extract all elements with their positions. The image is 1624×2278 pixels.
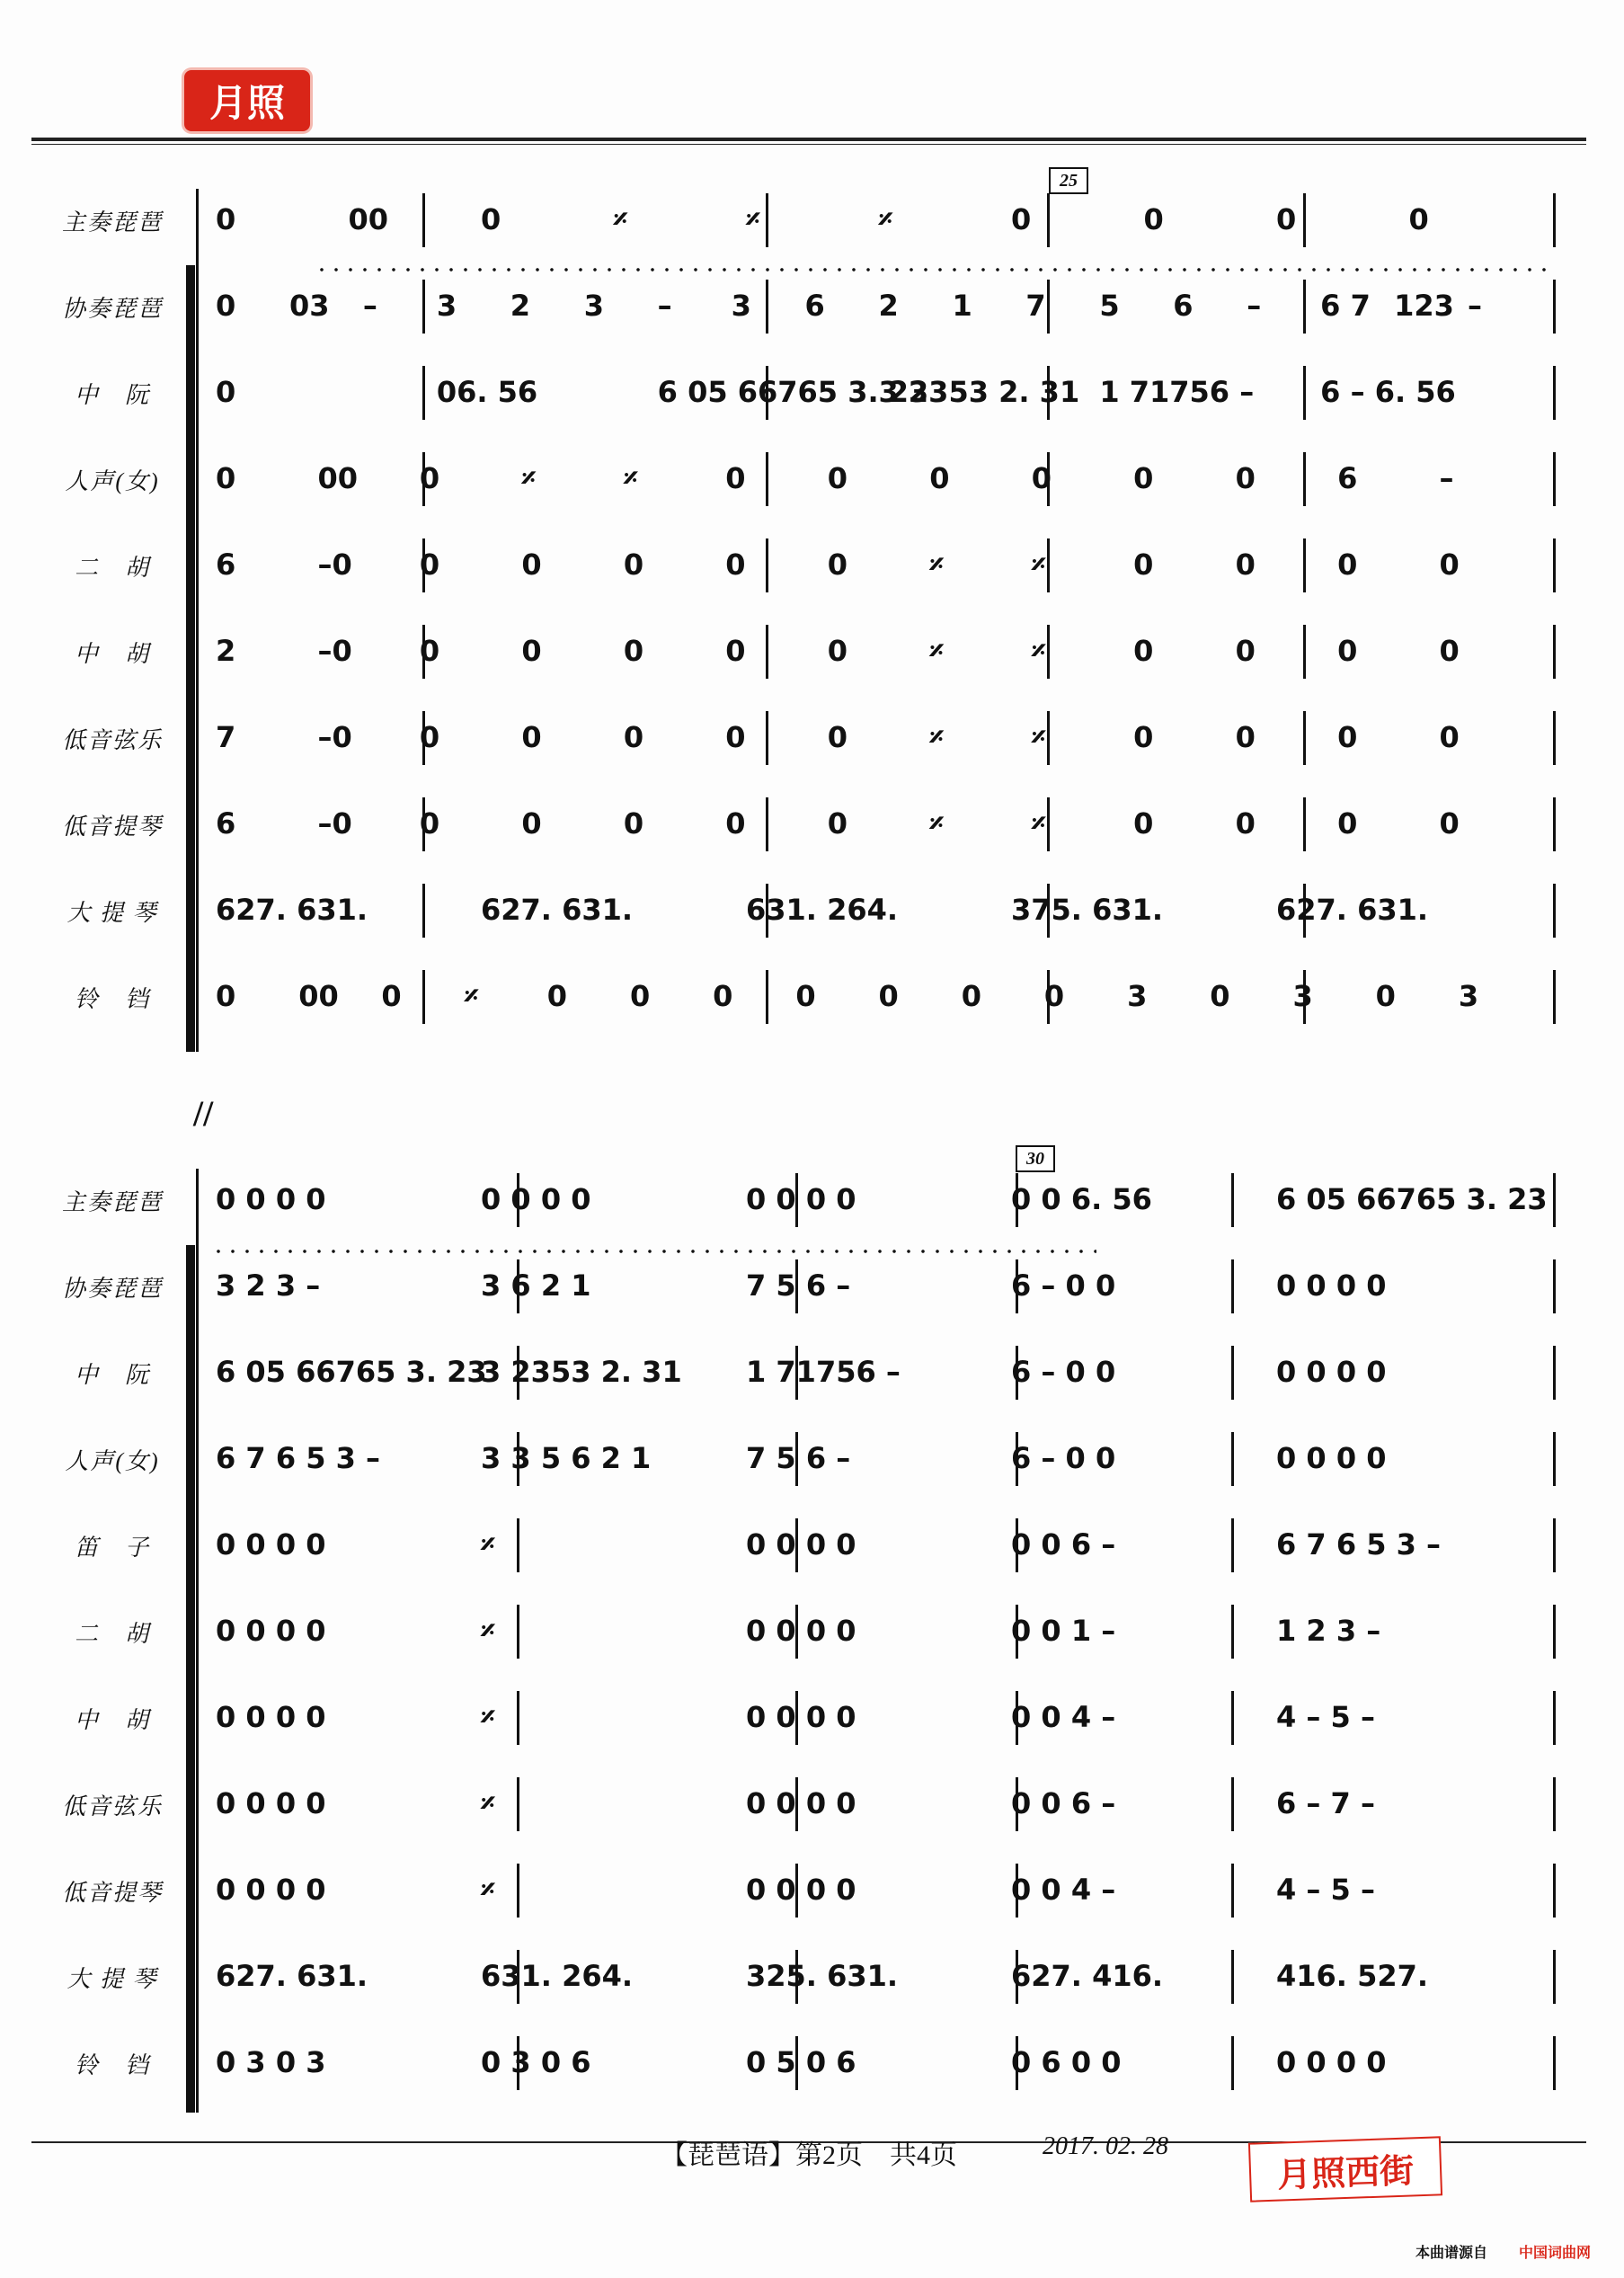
instrument-label: 大 提 琴 xyxy=(67,1966,158,1992)
note-group: 0 xyxy=(216,461,236,495)
note-group: 0 xyxy=(795,979,816,1013)
credit-source: 本曲谱源自 xyxy=(1415,2244,1488,2261)
barline xyxy=(517,1605,519,1659)
note-group: 0 xyxy=(419,634,440,668)
note-group: 6 – 0 0 xyxy=(1011,1355,1116,1389)
note-group: 0 0 0 0 xyxy=(1276,1441,1387,1475)
note-group: – xyxy=(362,289,377,323)
barline xyxy=(1047,538,1050,592)
note-group: 0 xyxy=(216,375,236,409)
instrument-label: 二 胡 xyxy=(74,555,150,581)
barline xyxy=(766,280,768,334)
measure-repeat-sign: 𝄎 xyxy=(481,1786,495,1820)
note-group: 0 0 0 0 xyxy=(746,1527,856,1562)
barline xyxy=(766,711,768,765)
measure-repeat-sign: 𝄎 xyxy=(481,1700,495,1734)
note-group: 0 xyxy=(623,634,644,668)
note-group: 0 0 0 0 xyxy=(216,1786,326,1820)
credit-site: 中国词曲网 xyxy=(1519,2244,1592,2261)
note-group: 375. 631. xyxy=(1011,893,1164,927)
barline xyxy=(1553,1950,1556,2004)
barline xyxy=(1553,538,1556,592)
note-group: 2 xyxy=(510,289,531,323)
note-group: 3 2 3 – xyxy=(216,1268,321,1303)
instrument-label: 低音提琴 xyxy=(61,814,163,840)
instrument-label: 协奏琵琶 xyxy=(61,296,163,322)
note-group: 631. 264. xyxy=(481,1959,634,1993)
note-group: 3 xyxy=(436,289,457,323)
note-group: 0 xyxy=(419,461,440,495)
note-group: 6 7 xyxy=(1320,289,1371,323)
measure-number-25: 25 xyxy=(1049,167,1088,194)
barline xyxy=(1553,193,1556,247)
note-group: –0 xyxy=(317,634,352,668)
note-group: 0 xyxy=(1408,202,1429,236)
barline xyxy=(1303,280,1306,334)
note-group: 6 xyxy=(804,289,825,323)
barline xyxy=(1553,2036,1556,2090)
barline xyxy=(517,1777,519,1831)
instrument-label: 低音弦乐 xyxy=(61,727,163,753)
note-group: 0 xyxy=(1235,720,1256,754)
barline xyxy=(1231,1259,1234,1313)
instrument-label: 中 胡 xyxy=(74,1707,150,1733)
note-group: 0 xyxy=(546,979,568,1013)
note-group: – xyxy=(1247,289,1262,323)
instrument-label: 中 阮 xyxy=(74,382,150,408)
barline xyxy=(1553,1691,1556,1745)
measure-repeat-sign: 𝄎 xyxy=(746,202,760,236)
note-group: 0 xyxy=(521,806,542,841)
barline xyxy=(1231,1777,1234,1831)
note-group: 2 xyxy=(216,634,236,668)
instrument-label: 中 阮 xyxy=(74,1362,150,1388)
note-group: 0 xyxy=(827,720,848,754)
note-group: 1 xyxy=(952,289,972,323)
instrument-label: 二 胡 xyxy=(74,1621,150,1647)
measure-repeat-sign: 𝄎 xyxy=(929,547,944,582)
logo-stamp: 月照 xyxy=(184,70,310,131)
note-group: 0 xyxy=(827,461,848,495)
note-group: –0 xyxy=(317,720,352,754)
note-group: 0 6 0 0 xyxy=(1011,2045,1122,2079)
barline xyxy=(1553,1518,1556,1572)
instrument-label: 中 胡 xyxy=(74,641,150,667)
note-group: 0 xyxy=(1439,720,1460,754)
note-group: 6 7 6 5 3 – xyxy=(1276,1527,1442,1562)
barline xyxy=(517,1518,519,1572)
note-group: 3 2353 2. 31 xyxy=(878,375,1080,409)
note-group: 3 xyxy=(583,289,604,323)
note-group: 00 xyxy=(348,202,389,236)
note-group: 6 xyxy=(216,806,236,841)
note-group: 631. 264. xyxy=(746,893,899,927)
instrument-label: 主奏琵琶 xyxy=(61,209,163,236)
note-group: 0 xyxy=(1439,634,1460,668)
note-group: 0 xyxy=(623,806,644,841)
barline xyxy=(1231,1691,1234,1745)
barline xyxy=(1047,797,1050,851)
barline xyxy=(1231,1173,1234,1227)
note-group: 0 xyxy=(1133,634,1154,668)
note-group: 0 xyxy=(1337,720,1358,754)
measure-repeat-sign: 𝄎 xyxy=(623,461,638,495)
note-group: 1 2 3 – xyxy=(1276,1614,1381,1648)
instrument-label: 低音弦乐 xyxy=(61,1793,163,1820)
note-group: 6 – 0 0 xyxy=(1011,1268,1116,1303)
barline xyxy=(1553,366,1556,420)
barline xyxy=(1303,538,1306,592)
measure-repeat-sign: 𝄎 xyxy=(1031,806,1046,841)
note-group: –0 xyxy=(317,806,352,841)
note-group: 0 xyxy=(1337,634,1358,668)
note-group: 0 xyxy=(1133,461,1154,495)
measure-repeat-sign: 𝄎 xyxy=(929,806,944,841)
barline xyxy=(1231,1432,1234,1486)
instrument-label: 低音提琴 xyxy=(61,1880,163,1906)
barline xyxy=(1303,625,1306,679)
note-group: 6 – 0 0 xyxy=(1011,1441,1116,1475)
note-group: 0 xyxy=(725,634,746,668)
note-group: 0 xyxy=(725,720,746,754)
note-group: 0 0 6 – xyxy=(1011,1786,1116,1820)
note-group: 0 xyxy=(1337,806,1358,841)
note-group: 0 xyxy=(521,634,542,668)
note-group: 0 xyxy=(725,547,746,582)
note-group: 0 0 0 0 xyxy=(1276,2045,1387,2079)
note-group: 6 7 6 5 3 – xyxy=(216,1441,381,1475)
barline xyxy=(1553,1432,1556,1486)
note-group: 7 5 6 – xyxy=(746,1441,851,1475)
note-group: 0 xyxy=(1011,202,1032,236)
note-group: 0 0 0 0 xyxy=(746,1182,856,1216)
note-group: 0 xyxy=(1235,461,1256,495)
note-group: 0 xyxy=(1143,202,1164,236)
note-group: – xyxy=(657,289,672,323)
measure-repeat-sign: 𝄎 xyxy=(464,979,478,1013)
note-group: 0 xyxy=(481,202,501,236)
barline xyxy=(1303,366,1306,420)
note-group: 7 5 6 – xyxy=(746,1268,851,1303)
tremolo-dots xyxy=(211,1250,1096,1253)
note-group: 5 xyxy=(1099,289,1120,323)
note-group: 0 xyxy=(1439,806,1460,841)
note-group: 0 0 6. 56 xyxy=(1011,1182,1152,1216)
barline xyxy=(1047,711,1050,765)
barline xyxy=(422,366,425,420)
barline xyxy=(1231,2036,1234,2090)
barline xyxy=(1231,1346,1234,1400)
note-group: 7 xyxy=(1025,289,1046,323)
barline xyxy=(1553,1605,1556,1659)
barline xyxy=(766,625,768,679)
note-group: 0 xyxy=(1133,806,1154,841)
note-group: 0 xyxy=(623,547,644,582)
note-group: 0 3 0 3 xyxy=(216,2045,326,2079)
note-group: 0 xyxy=(725,461,746,495)
note-group: 0 0 0 0 xyxy=(216,1614,326,1648)
barline xyxy=(422,884,425,938)
note-group: 0 xyxy=(1276,202,1297,236)
note-group: 0 0 1 – xyxy=(1011,1614,1116,1648)
barline xyxy=(1047,625,1050,679)
instrument-label: 大 提 琴 xyxy=(67,900,158,926)
note-group: 0 0 0 0 xyxy=(746,1786,856,1820)
barline xyxy=(517,1691,519,1745)
note-group: 0 0 0 0 xyxy=(481,1182,591,1216)
barline xyxy=(1047,280,1050,334)
note-group: 0 0 4 – xyxy=(1011,1700,1116,1734)
note-group: 627. 416. xyxy=(1011,1959,1164,1993)
barline xyxy=(1231,1518,1234,1572)
note-group: 0 5 0 6 xyxy=(746,2045,856,2079)
note-group: 0 xyxy=(878,979,899,1013)
barline xyxy=(766,538,768,592)
note-group: 0 xyxy=(216,979,236,1013)
note-group: 00 xyxy=(317,461,358,495)
measure-repeat-sign: 𝄎 xyxy=(521,461,536,495)
note-group: 0 xyxy=(419,806,440,841)
note-group: 03 xyxy=(288,289,330,323)
note-group: – xyxy=(1439,461,1454,495)
instrument-label: 人声(女) xyxy=(65,468,160,494)
barline xyxy=(766,452,768,506)
note-group: 627. 631. xyxy=(216,893,368,927)
note-group: 3 xyxy=(731,289,751,323)
barline xyxy=(1553,1346,1556,1400)
note-group: 0 xyxy=(1133,720,1154,754)
note-group: 627. 631. xyxy=(481,893,634,927)
barline xyxy=(1553,711,1556,765)
note-group: 0 xyxy=(1235,547,1256,582)
note-group: 7 xyxy=(216,720,236,754)
note-group: 0 0 0 0 xyxy=(216,1873,326,1907)
measure-repeat-sign: 𝄎 xyxy=(1031,720,1046,754)
note-group: 6 xyxy=(216,547,236,582)
tremolo-dots xyxy=(315,268,1546,271)
barline xyxy=(1303,452,1306,506)
barline xyxy=(766,797,768,851)
note-group: –0 xyxy=(317,547,352,582)
barline xyxy=(1553,280,1556,334)
footer-date: 2017. 02. 28 xyxy=(1043,2132,1168,2160)
note-group: 6 05 66765 3. 23 xyxy=(216,1355,487,1389)
note-group: 0 xyxy=(1337,547,1358,582)
note-group: 6 – 7 – xyxy=(1276,1786,1375,1820)
measure-repeat-sign: 𝄎 xyxy=(1031,547,1046,582)
barline xyxy=(422,193,425,247)
note-group: 627. 631. xyxy=(1276,893,1429,927)
barline xyxy=(766,193,768,247)
system2-brace xyxy=(186,1245,195,2113)
instrument-label: 人声(女) xyxy=(65,1448,160,1474)
note-group: 0 xyxy=(713,979,733,1013)
barline xyxy=(1553,625,1556,679)
note-group: 0 xyxy=(1235,806,1256,841)
note-group: 0 xyxy=(827,634,848,668)
measure-repeat-sign: 𝄎 xyxy=(481,1614,495,1648)
barline xyxy=(1047,193,1050,247)
note-group: 0 0 4 – xyxy=(1011,1873,1116,1907)
note-group: 0 xyxy=(1210,979,1230,1013)
note-group: 06. 56 xyxy=(436,375,538,409)
note-group: 0 xyxy=(1133,547,1154,582)
barline xyxy=(422,280,425,334)
instrument-label: 主奏琵琶 xyxy=(61,1189,163,1215)
note-group: 00 xyxy=(298,979,339,1013)
note-group: 0 xyxy=(216,289,236,323)
measure-repeat-sign: 𝄎 xyxy=(878,202,892,236)
note-group: 0 xyxy=(629,979,651,1013)
note-group: 0 0 0 0 xyxy=(1276,1268,1387,1303)
measure-repeat-sign: 𝄎 xyxy=(481,1873,495,1907)
footer-title: 【琵琶语】第2页 共4页 xyxy=(661,2140,957,2170)
barline xyxy=(1553,1864,1556,1918)
note-group: 3 xyxy=(1458,979,1479,1013)
measure-repeat-sign: 𝄎 xyxy=(929,720,944,754)
barline xyxy=(1553,1173,1556,1227)
barline xyxy=(766,970,768,1024)
measure-repeat-sign: 𝄎 xyxy=(481,1527,495,1562)
note-group: 0 xyxy=(623,720,644,754)
barline xyxy=(1231,1864,1234,1918)
note-group: 0 0 0 0 xyxy=(216,1527,326,1562)
barline xyxy=(1303,193,1306,247)
barline xyxy=(1553,970,1556,1024)
note-group: 0 xyxy=(1031,461,1052,495)
system1-brace xyxy=(186,265,195,1052)
note-group: 3 3 5 6 2 1 xyxy=(481,1441,652,1475)
note-group: 6 xyxy=(1337,461,1358,495)
note-group: 0 0 0 0 xyxy=(216,1700,326,1734)
note-group: 0 0 6 – xyxy=(1011,1527,1116,1562)
note-group: 0 xyxy=(381,979,402,1013)
note-group: 0 xyxy=(521,547,542,582)
note-group: 0 3 0 6 xyxy=(481,2045,591,2079)
note-group: 0 xyxy=(929,461,950,495)
barline xyxy=(1553,1259,1556,1313)
header-rule xyxy=(31,138,1586,141)
note-group: 0 xyxy=(725,806,746,841)
note-group: – xyxy=(1468,289,1483,323)
note-group: 0 xyxy=(827,806,848,841)
system-break-mark: // xyxy=(193,1093,214,1134)
note-group: 0 0 0 0 xyxy=(746,1873,856,1907)
note-group: 2 xyxy=(878,289,899,323)
barline xyxy=(422,970,425,1024)
note-group: 0 xyxy=(521,720,542,754)
note-group: 3 xyxy=(1127,979,1148,1013)
note-group: 0 xyxy=(827,547,848,582)
barline xyxy=(1231,1950,1234,2004)
measure-repeat-sign: 𝄎 xyxy=(613,202,627,236)
instrument-label: 协奏琵琶 xyxy=(61,1276,163,1302)
barline xyxy=(1553,1777,1556,1831)
barline xyxy=(517,1864,519,1918)
note-group: 1 71756 – xyxy=(746,1355,901,1389)
note-group: 0 0 0 0 xyxy=(746,1700,856,1734)
measure-repeat-sign: 𝄎 xyxy=(929,634,944,668)
note-group: 1 71756 – xyxy=(1099,375,1255,409)
note-group: 3 2353 2. 31 xyxy=(481,1355,682,1389)
note-group: 6 05 66765 3. 23 xyxy=(1276,1182,1548,1216)
barline xyxy=(1303,797,1306,851)
measure-number-30: 30 xyxy=(1016,1145,1055,1172)
note-group: 0 0 0 0 xyxy=(1276,1355,1387,1389)
note-group: 0 xyxy=(1375,979,1396,1013)
note-group: 0 xyxy=(1043,979,1065,1013)
note-group: 0 xyxy=(1439,547,1460,582)
instrument-label: 笛 子 xyxy=(74,1535,150,1561)
header-rule-thin xyxy=(31,144,1586,145)
instrument-label: 铃 铛 xyxy=(74,2052,150,2078)
measure-repeat-sign: 𝄎 xyxy=(1031,634,1046,668)
note-group: 0 0 0 0 xyxy=(746,1614,856,1648)
barline xyxy=(1553,452,1556,506)
barline xyxy=(1553,797,1556,851)
system2-line xyxy=(196,1169,199,2113)
note-group: 4 – 5 – xyxy=(1276,1700,1375,1734)
barline xyxy=(1553,884,1556,938)
barline xyxy=(1231,1605,1234,1659)
note-group: 627. 631. xyxy=(216,1959,368,1993)
note-group: 325. 631. xyxy=(746,1959,899,1993)
barline xyxy=(1303,711,1306,765)
note-group: 6 – 6. 56 xyxy=(1320,375,1456,409)
note-group: 6 xyxy=(1173,289,1194,323)
note-group: 6 05 66765 3. 23 xyxy=(657,375,929,409)
note-group: 0 xyxy=(216,202,236,236)
note-group: 0 0 0 0 xyxy=(216,1182,326,1216)
note-group: 0 xyxy=(961,979,981,1013)
note-group: 0 xyxy=(419,547,440,582)
note-group: 3 6 2 1 xyxy=(481,1268,591,1303)
note-group: 0 xyxy=(1235,634,1256,668)
instrument-label: 铃 铛 xyxy=(74,986,150,1012)
note-group: 3 xyxy=(1292,979,1313,1013)
note-group: 4 – 5 – xyxy=(1276,1873,1375,1907)
signature-stamp: 月照西街 xyxy=(1248,2136,1442,2202)
system1-line xyxy=(196,189,199,1052)
note-group: 123 xyxy=(1394,289,1454,323)
note-group: 416. 527. xyxy=(1276,1959,1429,1993)
note-group: 0 xyxy=(419,720,440,754)
